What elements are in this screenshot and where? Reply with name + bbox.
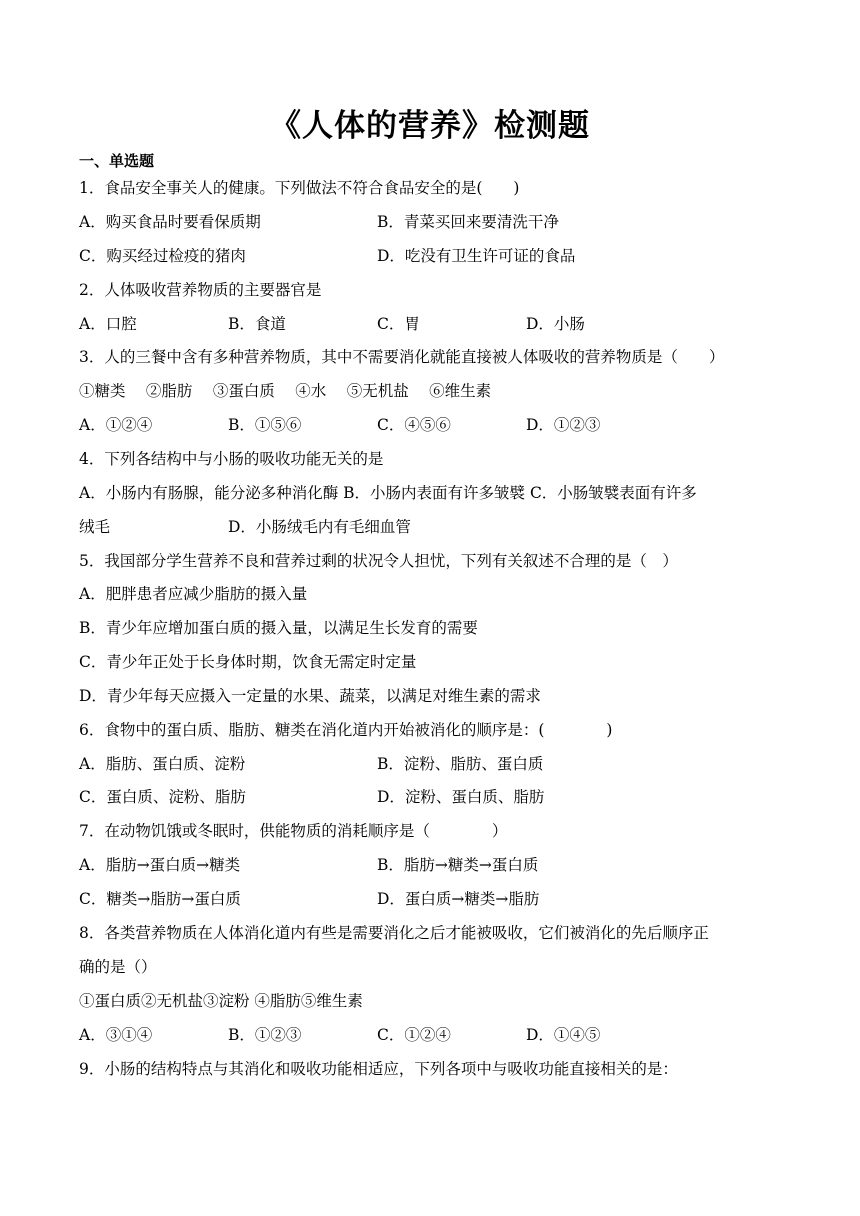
option-c: C．④⑤⑥	[377, 416, 451, 434]
option-c: C．青少年正处于长身体时期，饮食无需定时定量	[79, 653, 417, 671]
question-8-stem-line-2: 确的是（）	[79, 958, 157, 976]
option-a: A．脂肪、蛋白质、淀粉	[79, 755, 246, 773]
question-8-options	[79, 1018, 791, 1052]
question-4-stem: 4．下列各结构中与小肠的吸收功能无关的是	[79, 450, 384, 468]
option-d: D．小肠	[526, 315, 585, 333]
option-b: B．①②③	[228, 1026, 302, 1044]
question-3-stem: 3．人的三餐中含有多种营养物质，其中不需要消化就能直接被人体吸收的营养物质是（ ）	[79, 348, 725, 366]
option-b: B．食道	[228, 315, 286, 333]
option-a: A．脂肪→蛋白质→糖类	[79, 856, 241, 874]
option-d: D．淀粉、蛋白质、脂肪	[377, 788, 545, 806]
option-c: C．蛋白质、淀粉、脂肪	[79, 788, 246, 806]
option-c: C．①②④	[377, 1026, 451, 1044]
question-7-stem: 7．在动物饥饿或冬眠时，供能物质的消耗顺序是（ ）	[79, 822, 508, 840]
option-d: D．吃没有卫生许可证的食品	[377, 247, 576, 265]
option-a: A．①②④	[79, 416, 153, 434]
option-b: B．①⑤⑥	[228, 416, 302, 434]
question-3-options	[79, 408, 791, 442]
option-b: B．青菜买回来要清洗干净	[377, 213, 559, 231]
option-d: D．蛋白质→糖类→脂肪	[377, 890, 540, 908]
question-3-items: ①糖类 ②脂肪 ③蛋白质 ④水 ⑤无机盐 ⑥维生素	[79, 382, 492, 400]
question-7-options-row-2	[79, 882, 791, 916]
question-6-options-row-1	[79, 747, 791, 781]
option-c-continued: 绒毛	[79, 518, 111, 536]
page-title: 《人体的营养》检测题	[270, 108, 590, 144]
option-d: D．青少年每天应摄入一定量的水果、蔬菜，以满足对维生素的需求	[79, 687, 541, 705]
question-6-stem: 6．食物中的蛋白质、脂肪、糖类在消化道内开始被消化的顺序是：( )	[79, 721, 613, 739]
question-4-options-line-1: A．小肠内有肠腺，能分泌多种消化酶 B．小肠内表面有许多皱襞 C．小肠皱襞表面有许多	[79, 484, 697, 502]
option-d: D．①④⑤	[526, 1026, 601, 1044]
option-b: B．淀粉、脂肪、蛋白质	[377, 755, 544, 773]
option-b: B．脂肪→糖类→蛋白质	[377, 856, 539, 874]
option-a: A．口腔	[79, 315, 137, 333]
question-2-stem: 2．人体吸收营养物质的主要器官是	[79, 281, 322, 299]
option-a: A．购买食品时要看保质期	[79, 213, 261, 231]
option-d: D．小肠绒毛内有毛细血管	[228, 518, 411, 536]
question-8-items: ①蛋白质②无机盐③淀粉 ④脂肪⑤维生素	[79, 992, 363, 1010]
question-1-options-row-1	[79, 205, 791, 239]
option-c: C．购买经过检疫的猪肉	[79, 247, 246, 265]
question-6-options-row-2	[79, 780, 791, 814]
option-c: C．糖类→脂肪→蛋白质	[79, 890, 241, 908]
question-9-stem: 9．小肠的结构特点与其消化和吸收功能相适应，下列各项中与吸收功能直接相关的是：	[79, 1060, 678, 1078]
option-a: A．肥胖患者应减少脂肪的摄入量	[79, 585, 308, 603]
question-5-stem: 5．我国部分学生营养不良和营养过剩的状况令人担忧，下列有关叙述不合理的是（ ）	[79, 552, 678, 570]
question-8-stem-line-1: 8．各类营养物质在人体消化道内有些是需要消化之后才能被吸收，它们被消化的先后顺序正	[79, 924, 709, 942]
question-2-options	[79, 307, 791, 341]
option-a: A．③①④	[79, 1026, 153, 1044]
option-b: B．青少年应增加蛋白质的摄入量，以满足生长发育的需要	[79, 619, 478, 637]
question-7-options-row-1	[79, 848, 791, 882]
option-c: C．胃	[377, 315, 420, 333]
question-4-options-line-2	[79, 510, 791, 544]
option-d: D．①②③	[526, 416, 601, 434]
question-1-stem: 1．食品安全事关人的健康。下列做法不符合食品安全的是( )	[79, 179, 520, 197]
question-1-options-row-2	[79, 239, 791, 273]
section-heading: 一、单选题	[79, 152, 155, 170]
